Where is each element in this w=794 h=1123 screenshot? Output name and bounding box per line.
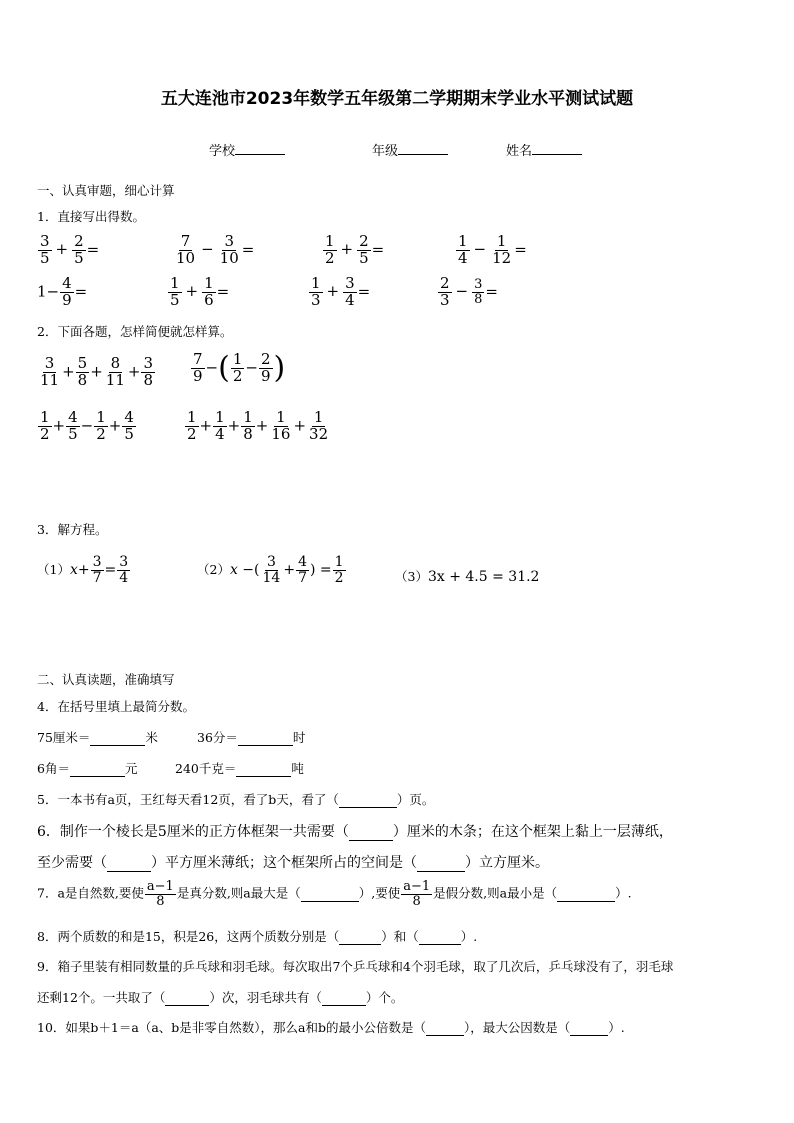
q1-item-2: $\frac{7}{10}$ − $\frac{3}{10}$ = [176,232,255,267]
grade-field: 年级 [372,140,448,159]
question-6-line-1: 6．制作一个棱长是5厘米的正方体框架一共需要（ ）厘米的木条；在这个框架上黏上一层薄纸， [37,824,673,840]
q1-item-3: $\frac{1}{2}$ + $\frac{2}{5}$ = [325,232,385,267]
q1-item-1: $\frac{3}{5}$ + $\frac{2}{5}$ = [40,232,100,267]
school-field: 学校 [209,140,285,159]
question-6-line-2: 至少需要（ ）平方厘米薄纸；这个框架所占的空间是（ ）立方厘米。 [37,855,549,871]
name-field: 姓名 [506,140,582,159]
question-8: 8．两个质数的和是15，积是26，这两个质数分别是（ ）和（ ）. [37,929,478,944]
question-10: 10．如果b＋1＝a（a、b是非零自然数），那么a和b的最小公倍数是（ ），最大公因数是（ ）. [37,1020,625,1035]
question-9-line-1: 9．箱子里装有相同数量的乒乓球和羽毛球。每次取出7个乒乓球和4个羽毛球，取了几次后，乒乓球没有了，羽毛球 [37,959,674,974]
question-1-label: 1．直接写出得数。 [37,209,145,224]
q1-item-8: $\frac{2}{3}$ − $\frac{3}{8}$ = [440,274,498,309]
q3-equation-3: （3）3x + 4.5 = 31.2 [395,569,540,585]
question-3-label: 3．解方程。 [37,522,108,537]
q1-item-5: 1− $\frac{4}{9}$ = [37,274,88,309]
section-2-heading: 二、认真读题，准确填写 [37,672,175,687]
q3-equation-2: （2）x −( $\frac{3}{14}$ + $\frac{4}{7}$ ) = $\frac{1}{2}$ [197,554,344,586]
q3-equation-1: （1）x+ $\frac{3}{7}$ = $\frac{3}{4}$ [37,554,129,586]
section-1-heading: 一、认真审题，细心计算 [37,183,175,198]
question-5: 5．一本书有a页，王红每天看12页，看了b天，看了（ ）页。 [37,792,435,807]
q2-expr-3: $\frac{1}{2}$ + $\frac{4}{5}$ − $\frac{1}{2}$ + $\frac{4}{5}$ [40,408,134,443]
q4-item-3: 6角＝ 元 [37,761,138,776]
page-title: 五大连池市2023年数学五年级第二学期期末学业水平测试试题 [160,89,634,109]
q4-item-2: 36分＝ 时 [197,730,306,745]
q2-expr-2: $\frac{7}{9}$ −( $\frac{1}{2}$ − $\frac{2}{9}$ ) [193,350,286,386]
question-9-line-2: 还剩12个。一共取了（ ）次，羽毛球共有（ ）个。 [37,990,404,1005]
q1-item-4: $\frac{1}{4}$ − $\frac{1}{12}$ = [458,232,527,267]
question-7: 7．a是自然数,要使 $\frac{a-1}{8}$ 是真分数,则a最大是（ ）,要使 $\frac{a-1}{8}$ 是假分数,则a最小是（ ）. [37,879,632,909]
q2-expr-1: $\frac{3}{11}$ + $\frac{5}{8}$ + $\frac{8}{11}$ + $\frac{3}{8}$ [40,354,154,389]
q4-item-1: 75厘米＝ 米 [37,730,158,745]
q4-item-4: 240千克＝ 吨 [175,761,304,776]
q2-expr-4: $\frac{1}{2}$ + $\frac{1}{4}$ + $\frac{1}{8}$ + $\frac{1}{16}$ + $\frac{1}{32}$ [187,408,329,443]
q1-item-6: $\frac{1}{5}$ + $\frac{1}{6}$ = [170,274,230,309]
q1-item-7: $\frac{1}{3}$ + $\frac{3}{4}$ = [311,274,371,309]
question-2-label: 2．下面各题，怎样简便就怎样算。 [37,324,233,339]
question-4-label: 4．在括号里填上最简分数。 [37,699,195,714]
